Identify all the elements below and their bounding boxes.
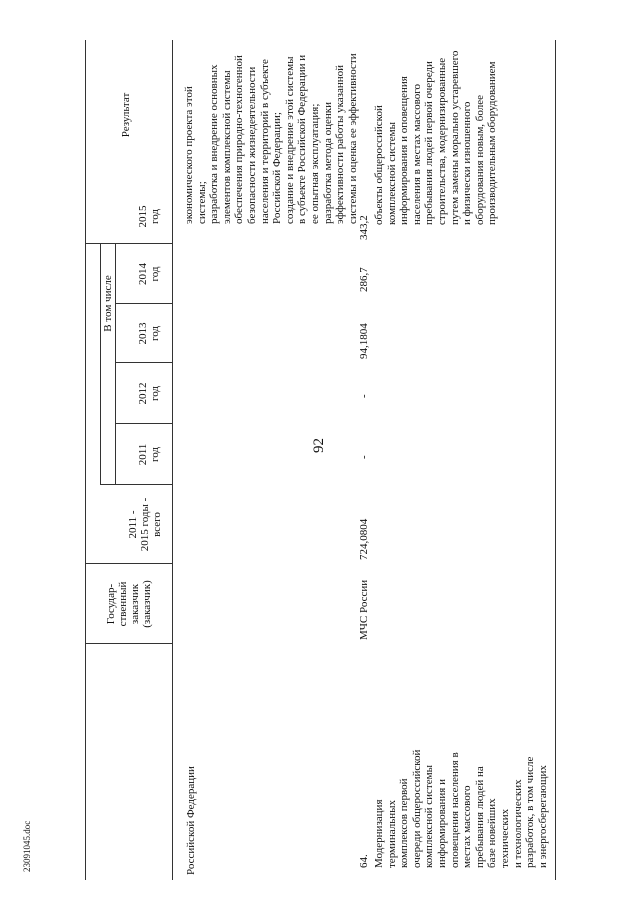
row-64-2014: 286,7: [358, 267, 370, 292]
row-64-2015: 343,2: [358, 215, 370, 240]
header-total: 2011 - 2015 годы - всего: [127, 497, 163, 552]
prev-row-result: экономического проекта этой системы; разработка и внедрение основных элементов комплексной системы обеспечения природно-техногенной безопасности жизнедеятельности населения и территорий в субъекте Российской Федерации; создание и внедрение этой системы в субъекте Российской Федерации и ее опытная эксплуатация; разработка метода оценки эффективности работы указанной системы и оценка ее эффективности: [183, 53, 359, 224]
page-number: 92: [311, 438, 327, 453]
row-64-total: 724,0804: [358, 518, 370, 560]
header-customer: Государ- ственный заказчик (заказчик): [105, 580, 153, 628]
row-64-customer: МЧС России: [358, 579, 370, 640]
header-year-2014: 2014 год: [137, 263, 161, 285]
row-64-2013: 94,1804: [358, 323, 370, 359]
table-top-rule: [85, 40, 86, 880]
header-result: Результат: [120, 92, 132, 138]
footer-filename: 23091045.doc: [22, 820, 32, 872]
header-year-2013: 2013 год: [137, 322, 161, 345]
header-year-2012: 2012 год: [137, 382, 161, 405]
header-year-2015: 2015 год: [137, 205, 161, 228]
row-64-2012: -: [358, 394, 370, 398]
table-bottom-rule: [555, 40, 556, 880]
row-64-name: Модернизация терминальных комплексов первой очереди общероссийской комплексной системы информирования и оповещения населения в местах массового пребывания людей на базе новейших технических и технологических разработок, в том числе и энергосберегающих: [373, 749, 549, 868]
prev-row-name: Российской Федерации: [185, 766, 197, 875]
header-in-total: В том числе: [102, 275, 114, 332]
row-64-2011: -: [358, 455, 370, 459]
header-bottom-rule: [172, 40, 173, 880]
row-64-number: 64.: [358, 854, 370, 868]
subheader-top-rule: [100, 244, 101, 485]
years-group-rule: [115, 244, 116, 485]
rotated-table: [55, 40, 565, 880]
header-year-2011: 2011 год: [137, 443, 161, 466]
row-64-result: объекты общероссийской комплексной системы информирования и оповещения населения в местах массового пребывания людей первой очереди строительства, модернизированные путем замены морально устаревшего и физически изношенного оборудования новым, более производительным оборудованием: [373, 50, 499, 225]
